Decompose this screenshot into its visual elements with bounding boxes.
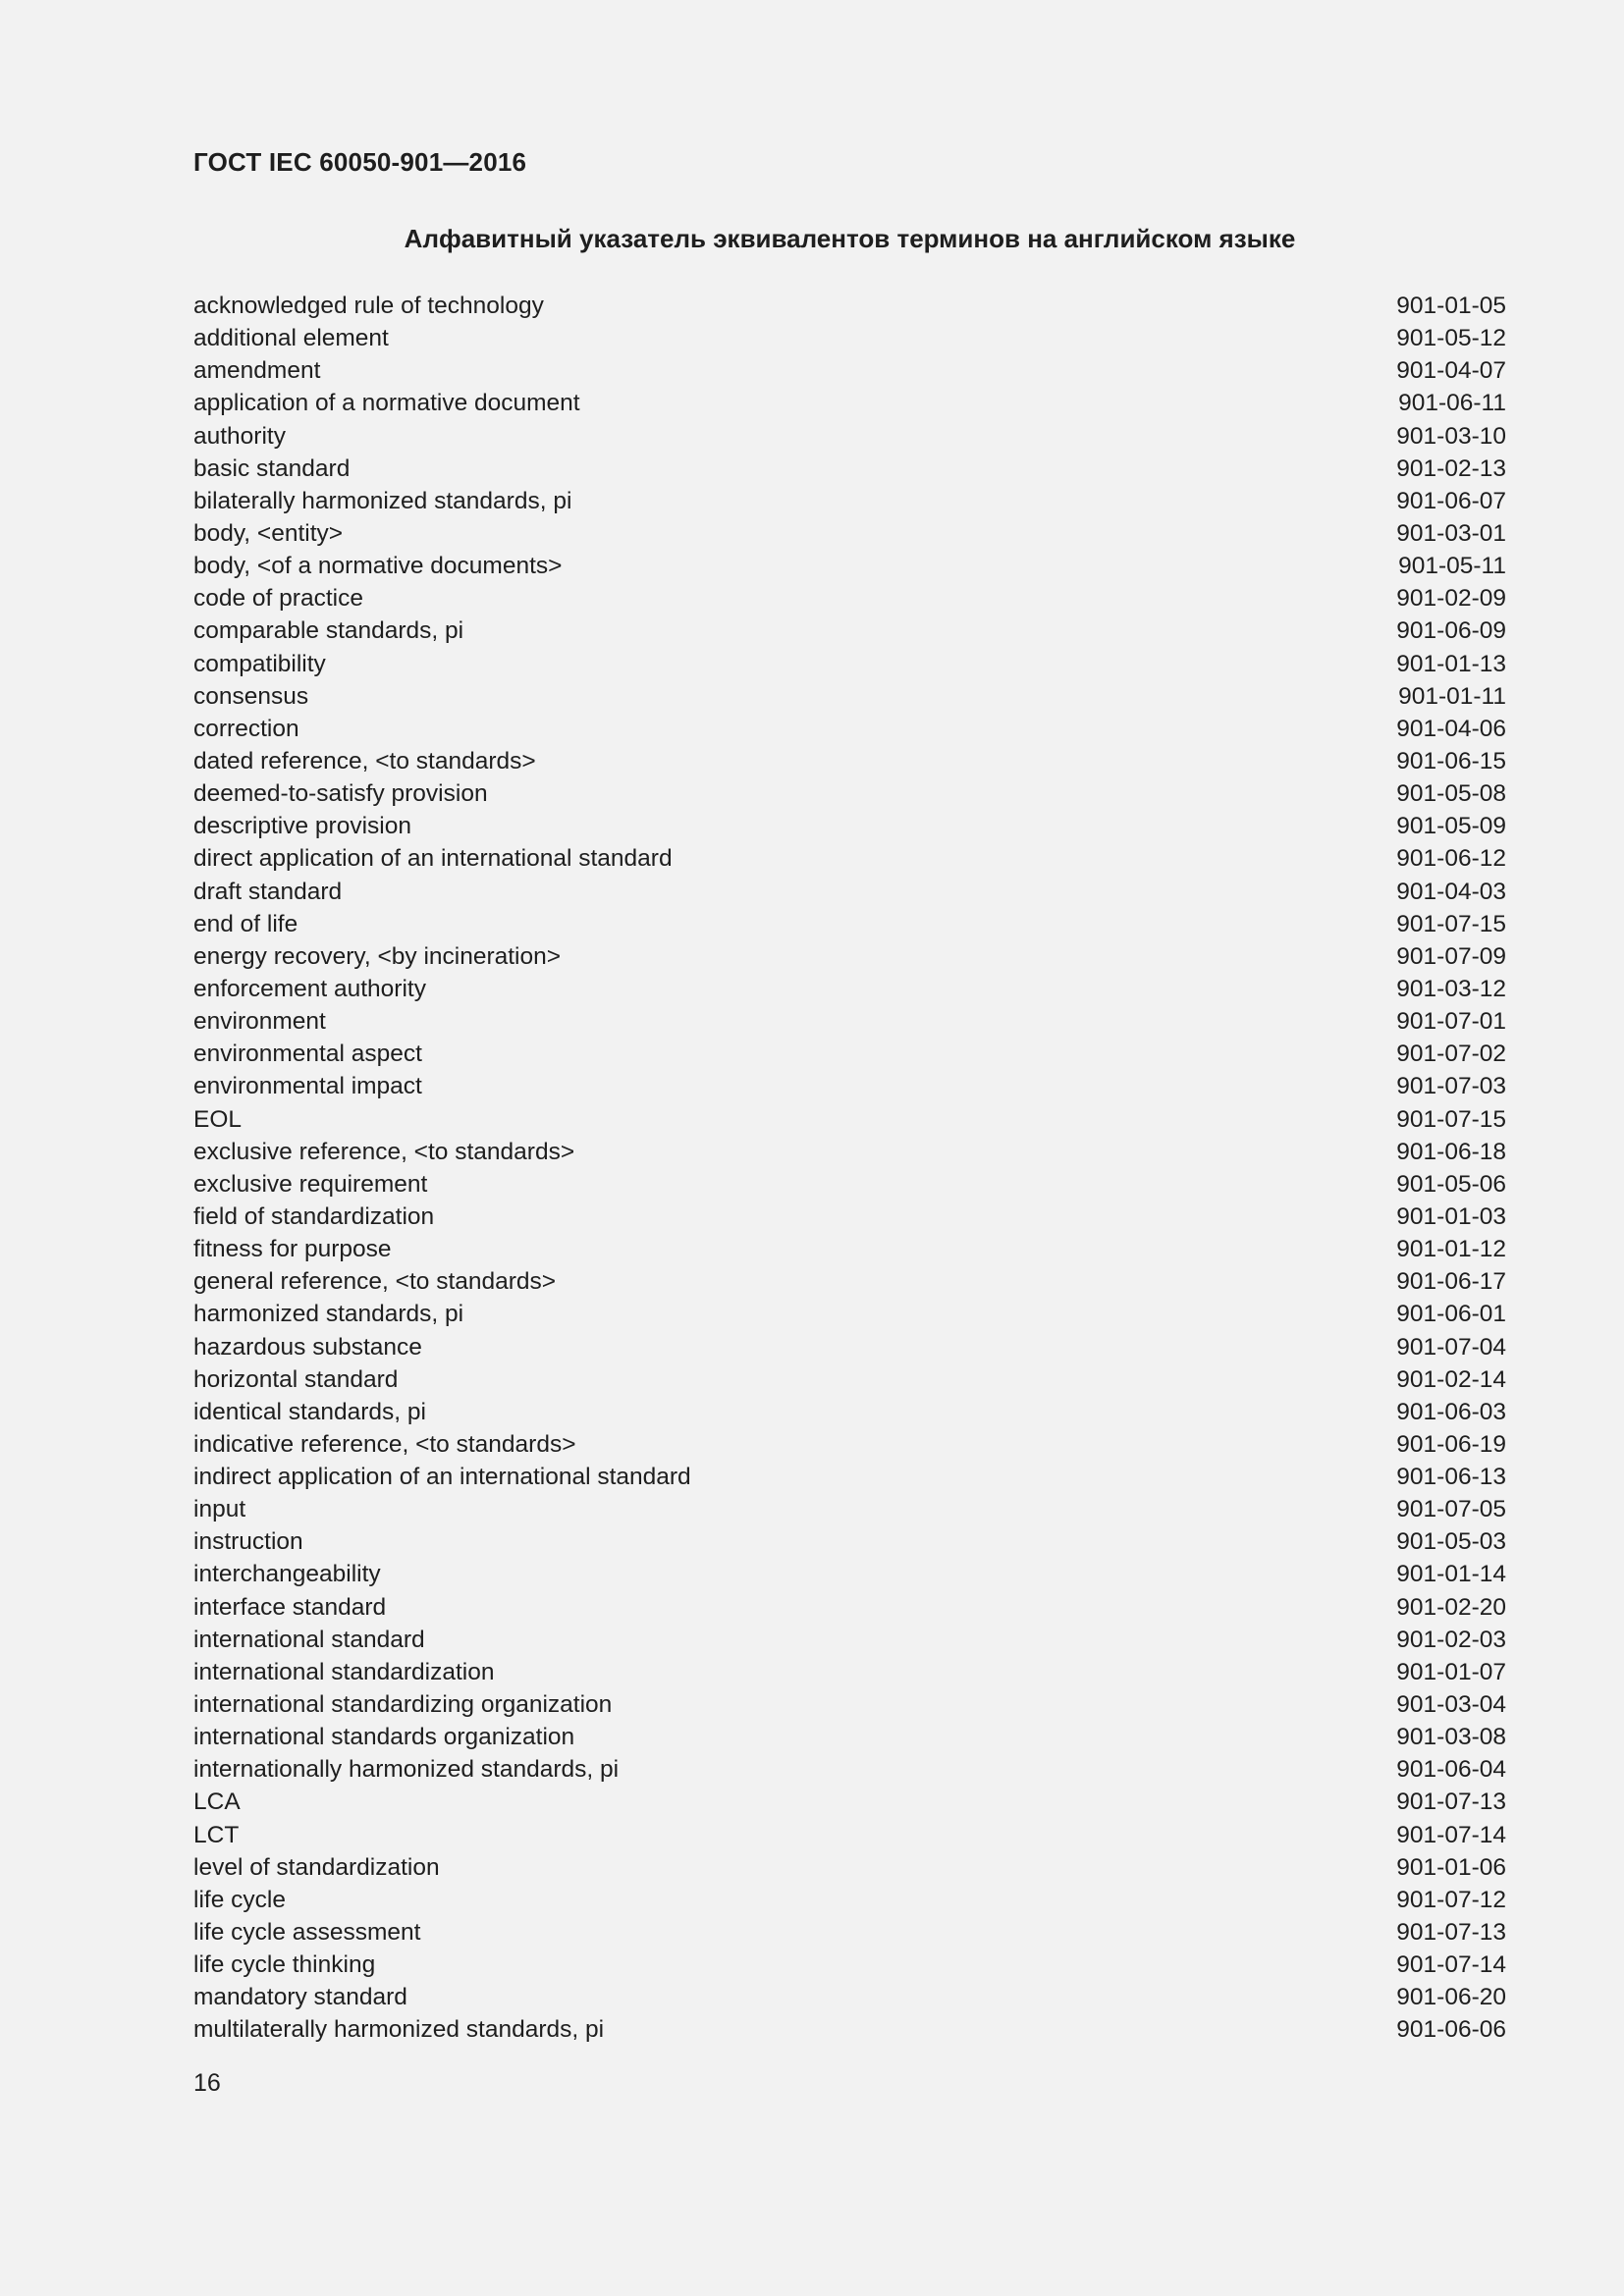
index-term-code: 901-05-06 [1396,1170,1506,1198]
document-header: ГОСТ IEC 60050-901—2016 [193,147,527,177]
index-entry [193,387,1506,419]
index-term-code: 901-06-11 [1398,390,1506,417]
index-entry [193,322,1506,354]
index-term-code: 901-06-12 [1396,845,1506,873]
index-term-code: 901-07-12 [1396,1886,1506,1913]
index-term-code: 901-06-18 [1396,1138,1506,1165]
index-entry [193,1201,1506,1233]
index-term: horizontal standard [193,1365,399,1393]
index-term-code: 901-07-13 [1396,1919,1506,1947]
index-term-code: 901-01-06 [1396,1853,1506,1881]
index-term: basic standard [193,454,351,482]
index-term-code: 901-06-17 [1396,1268,1506,1296]
index-term-code: 901-05-08 [1396,780,1506,808]
index-entry [193,582,1506,614]
index-term-code: 901-04-06 [1396,715,1506,742]
index-term-code: 901-01-03 [1396,1202,1506,1230]
index-term: code of practice [193,585,363,613]
index-term-code: 901-06-06 [1396,2016,1506,2044]
index-entry [193,1851,1506,1884]
index-entry [193,1753,1506,1786]
index-term: general reference, <to standards> [193,1268,557,1296]
index-term: application of a normative document [193,390,580,417]
index-term: international standards organization [193,1724,575,1751]
index-entry [193,1363,1506,1396]
index-term-code: 901-02-03 [1396,1626,1506,1653]
index-term-code: 901-07-15 [1396,1105,1506,1133]
index-term-code: 901-01-05 [1396,293,1506,319]
index-term-code: 901-05-09 [1396,813,1506,840]
index-term: bilaterally harmonized standards, pi [193,487,572,514]
index-term-code: 901-07-15 [1396,910,1506,937]
index-term: exclusive requirement [193,1170,428,1198]
index-term: interchangeability [193,1561,381,1588]
index-term: international standardizing organization [193,1691,613,1719]
index-entry [193,2013,1506,2046]
index-term: LCA [193,1789,241,1816]
index-term: input [193,1496,246,1523]
index-entry [193,1298,1506,1330]
index-entry [193,1103,1506,1136]
index-term-code: 901-04-03 [1396,878,1506,905]
index-term-code: 901-03-08 [1396,1724,1506,1751]
index-term-code: 901-05-12 [1396,325,1506,352]
index-term: harmonized standards, pi [193,1301,464,1328]
index-entry [193,1070,1506,1102]
index-term: international standardization [193,1658,495,1685]
index-entry [193,1558,1506,1590]
index-entry [193,550,1506,582]
index-term: mandatory standard [193,1984,407,2011]
index-term-code: 901-07-13 [1396,1789,1506,1816]
index-term-code: 901-07-05 [1396,1496,1506,1523]
term-index-list [193,290,1506,2047]
index-entry [193,1331,1506,1363]
index-term-code: 901-01-07 [1396,1658,1506,1685]
index-term-code: 901-02-20 [1396,1593,1506,1621]
index-term: identical standards, pi [193,1398,426,1425]
index-term-code: 901-03-04 [1396,1691,1506,1719]
index-entry [193,1591,1506,1624]
index-term: enforcement authority [193,975,426,1002]
index-entry [193,648,1506,680]
index-entry [193,745,1506,777]
index-term-code: 901-01-14 [1396,1561,1506,1588]
index-term: end of life [193,910,298,937]
index-term-code: 901-02-09 [1396,585,1506,613]
index-entry [193,908,1506,940]
index-term: deemed-to-satisfy provision [193,780,488,808]
index-term-code: 901-04-07 [1396,357,1506,385]
index-entry [193,1721,1506,1753]
index-term: acknowledged rule of technology [193,293,544,319]
index-term: descriptive provision [193,813,411,840]
index-entry [193,940,1506,973]
index-entry [193,713,1506,745]
index-term: dated reference, <to standards> [193,747,536,774]
index-term: international standard [193,1626,425,1653]
index-term: compatibility [193,650,326,677]
index-entry [193,1786,1506,1818]
index-term-code: 901-06-15 [1396,747,1506,774]
index-entry [193,1949,1506,1981]
index-term: EOL [193,1105,243,1133]
index-term: draft standard [193,878,343,905]
index-entry [193,680,1506,713]
index-term-code: 901-07-14 [1396,1951,1506,1979]
index-entry [193,1493,1506,1525]
index-entry [193,1168,1506,1201]
index-entry [193,1819,1506,1851]
index-term-code: 901-06-13 [1396,1464,1506,1491]
page-number: 16 [193,2069,221,2097]
index-entry [193,1461,1506,1493]
index-entry [193,810,1506,842]
index-term-code: 901-01-11 [1398,682,1506,710]
index-term-code: 901-07-02 [1396,1041,1506,1068]
index-term: body, <entity> [193,519,344,547]
index-term: authority [193,422,286,450]
index-term: consensus [193,682,309,710]
index-term-code: 901-06-07 [1396,487,1506,514]
index-term-code: 901-03-01 [1396,519,1506,547]
index-term: LCT [193,1821,240,1848]
index-term: life cycle assessment [193,1919,421,1947]
index-entry [193,1396,1506,1428]
index-entry [193,614,1506,647]
index-term-code: 901-05-03 [1396,1528,1506,1556]
index-term: environment [193,1008,326,1036]
index-term: body, <of a normative documents> [193,553,563,580]
index-entry [193,777,1506,810]
index-term: energy recovery, <by incineration> [193,942,562,970]
index-term: field of standardization [193,1202,435,1230]
index-term-code: 901-06-20 [1396,1984,1506,2011]
index-term: environmental impact [193,1073,422,1100]
index-term-code: 901-06-03 [1396,1398,1506,1425]
index-term: environmental aspect [193,1041,422,1068]
index-entry [193,1136,1506,1168]
index-entry [193,1265,1506,1298]
index-term: indicative reference, <to standards> [193,1430,576,1458]
index-entry [193,1038,1506,1070]
index-entry [193,354,1506,387]
index-term-code: 901-06-01 [1396,1301,1506,1328]
index-entry [193,290,1506,322]
index-entry [193,1656,1506,1688]
index-entry [193,1624,1506,1656]
index-term-code: 901-07-04 [1396,1333,1506,1361]
index-term-code: 901-07-03 [1396,1073,1506,1100]
index-entry [193,842,1506,875]
index-term: life cycle [193,1886,286,1913]
index-term: interface standard [193,1593,387,1621]
index-term: amendment [193,357,321,385]
index-term: internationally harmonized standards, pi [193,1756,620,1784]
index-entry [193,517,1506,550]
index-term: multilaterally harmonized standards, pi [193,2016,605,2044]
section-title: Алфавитный указатель эквивалентов терминов на английском языке [404,224,1296,253]
index-term: direct application of an international standard [193,845,673,873]
index-term-code: 901-06-09 [1396,617,1506,645]
index-term: correction [193,715,299,742]
index-entry [193,1916,1506,1949]
index-term: level of standardization [193,1853,440,1881]
index-entry [193,1688,1506,1721]
index-term: hazardous substance [193,1333,422,1361]
index-term-code: 901-05-11 [1398,553,1506,580]
index-entry [193,1981,1506,2013]
index-entry [193,485,1506,517]
index-term-code: 901-03-10 [1396,422,1506,450]
index-term-code: 901-01-12 [1396,1236,1506,1263]
index-entry [193,876,1506,908]
index-term-code: 901-01-13 [1396,650,1506,677]
index-term: instruction [193,1528,303,1556]
index-entry [193,1005,1506,1038]
index-term-code: 901-07-09 [1396,942,1506,970]
index-term: comparable standards, pi [193,617,464,645]
index-term-code: 901-03-12 [1396,975,1506,1002]
index-term: additional element [193,325,389,352]
index-entry [193,1884,1506,1916]
index-entry [193,973,1506,1005]
index-entry [193,453,1506,485]
index-entry [193,420,1506,453]
index-term-code: 901-06-04 [1396,1756,1506,1784]
index-term: life cycle thinking [193,1951,376,1979]
index-term-code: 901-07-14 [1396,1821,1506,1848]
index-term: indirect application of an international standard [193,1464,691,1491]
index-term-code: 901-02-13 [1396,454,1506,482]
index-entry [193,1428,1506,1461]
index-term-code: 901-06-19 [1396,1430,1506,1458]
index-term-code: 901-02-14 [1396,1365,1506,1393]
index-term: exclusive reference, <to standards> [193,1138,575,1165]
index-term-code: 901-07-01 [1396,1008,1506,1036]
index-entry [193,1233,1506,1265]
index-entry [193,1525,1506,1558]
index-term: fitness for purpose [193,1236,392,1263]
